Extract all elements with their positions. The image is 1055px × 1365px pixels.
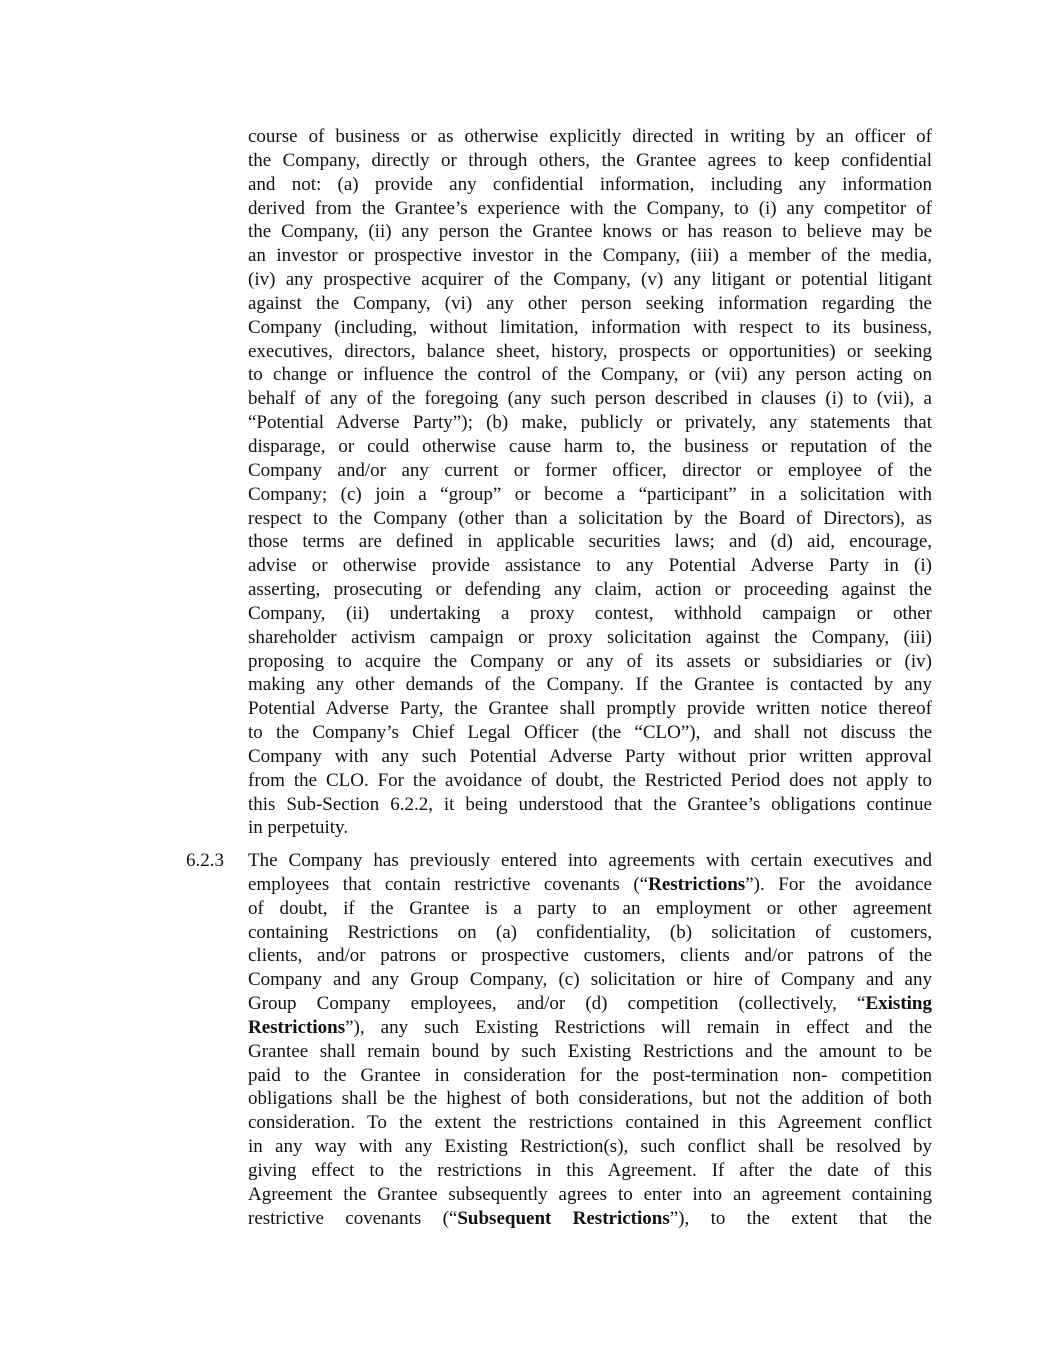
text-line: to change or influence the control of the Company, or (vii) any person acting on: [248, 364, 932, 386]
text-line: consideration. To the extent the restrictions contained in this Agreement conflict: [248, 1112, 932, 1134]
text-line: of doubt, if the Grantee is a party to an employment or other agreement: [248, 897, 932, 919]
text-line: those terms are defined in applicable securities laws; and (d) aid, encourage,: [248, 531, 932, 553]
text-line: Company and any Group Company, (c) solicitation or hire of Company and any: [248, 969, 932, 991]
text-line: this Sub-Section 6.2.2, it being understood that the Grantee’s obligations continue: [248, 793, 932, 815]
text-line: making any other demands of the Company. If the Grantee is contacted by any: [248, 674, 932, 696]
text-fragment: Group Company employees, and/or (d) competition (collectively, “: [248, 993, 866, 1015]
text-line: shareholder activism campaign or proxy solicitation against the Company, (iii): [248, 626, 932, 648]
text-line: containing Restrictions on (a) confidentiality, (b) solicitation of customers,: [248, 921, 932, 943]
text-line: respect to the Company (other than a solicitation by the Board of Directors), as: [248, 507, 932, 529]
text-line: behalf of any of the foregoing (any such person described in clauses (i) to (vii), a: [248, 388, 932, 410]
paragraph-6-2-3: [248, 849, 932, 1231]
text-line: the Company, (ii) any person the Grantee knows or has reason to believe may be: [248, 221, 932, 243]
text-line: [248, 1016, 932, 1040]
defined-term-subsequent-restrictions: Subsequent Restrictions: [457, 1207, 670, 1229]
text-line: in perpetuity.: [248, 817, 349, 839]
text-line: Company; (c) join a “group” or become a “participant” in a solicitation with: [248, 483, 932, 505]
paragraph-6-2-2-continuation: [248, 125, 932, 840]
text-line: Agreement the Grantee subsequently agrees to enter into an agreement containing: [248, 1183, 932, 1205]
text-line: paid to the Grantee in consideration for the post-termination non- competition: [248, 1064, 932, 1086]
section-number: 6.2.3: [186, 850, 224, 871]
text-line: to the Company’s Chief Legal Officer (the “CLO”), and shall not discuss the: [248, 722, 932, 744]
defined-term-restrictions: Restrictions: [248, 1016, 346, 1038]
text-line: executives, directors, balance sheet, history, prospects or opportunities) or seeking: [248, 340, 932, 362]
text-line: Company and/or any current or former officer, director or employee of the: [248, 459, 932, 481]
text-line: [248, 873, 932, 897]
defined-term-existing: Existing: [865, 993, 932, 1015]
text-line: (iv) any prospective acquirer of the Company, (v) any litigant or potential litigant: [248, 269, 932, 291]
text-line: Company (including, without limitation, information with respect to its business,: [248, 316, 932, 338]
text-line: from the CLO. For the avoidance of doubt, the Restricted Period does not apply to: [248, 769, 932, 791]
text-fragment: ”). For the avoidance: [745, 873, 932, 895]
text-line: obligations shall be the highest of both considerations, but not the addition of both: [248, 1088, 932, 1110]
text-line: derived from the Grantee’s experience with the Company, to (i) any competitor of: [248, 197, 932, 219]
text-line: and not: (a) provide any confidential information, including any information: [248, 173, 932, 195]
text-line: disparage, or could otherwise cause harm to, the business or reputation of the: [248, 435, 932, 457]
text-line: an investor or prospective investor in the Company, (iii) a member of the media,: [248, 245, 932, 267]
defined-term-restrictions: Restrictions: [648, 873, 746, 895]
text-line: advise or otherwise provide assistance to any Potential Adverse Party in (i): [248, 555, 932, 577]
text-line: in any way with any Existing Restriction(s), such conflict shall be resolved by: [248, 1136, 932, 1158]
text-line: The Company has previously entered into agreements with certain executives and: [248, 850, 932, 871]
text-line: course of business or as otherwise explicitly directed in writing by an officer of: [248, 126, 932, 147]
text-fragment: restrictive covenants (“: [248, 1207, 458, 1229]
text-line: “Potential Adverse Party”); (b) make, publicly or privately, any statements that: [248, 412, 932, 434]
text-line: Potential Adverse Party, the Grantee shall promptly provide written notice thereof: [248, 698, 932, 720]
text-line: giving effect to the restrictions in this Agreement. If after the date of this: [248, 1159, 932, 1181]
text-line: [248, 1207, 932, 1231]
text-line: proposing to acquire the Company or any of its assets or subsidiaries or (iv): [248, 650, 932, 672]
text-line: Company with any such Potential Adverse Party without prior written approval: [248, 745, 932, 767]
text-line: against the Company, (vi) any other person seeking information regarding the: [248, 292, 932, 314]
text-fragment: ”), to the extent that the: [669, 1207, 932, 1229]
text-fragment: ”), any such Existing Restrictions will remain in effect and the: [345, 1016, 932, 1038]
text-line: the Company, directly or through others, the Grantee agrees to keep confidential: [248, 149, 932, 171]
text-fragment: employees that contain restrictive covenants (“: [248, 873, 649, 895]
text-line: [248, 992, 932, 1016]
text-line: Company, (ii) undertaking a proxy contest, withhold campaign or other: [248, 602, 932, 624]
text-line: asserting, prosecuting or defending any claim, action or proceeding against the: [248, 579, 932, 601]
text-line: clients, and/or patrons or prospective customers, clients and/or patrons of the: [248, 945, 932, 967]
text-line: Grantee shall remain bound by such Existing Restrictions and the amount to be: [248, 1040, 932, 1062]
